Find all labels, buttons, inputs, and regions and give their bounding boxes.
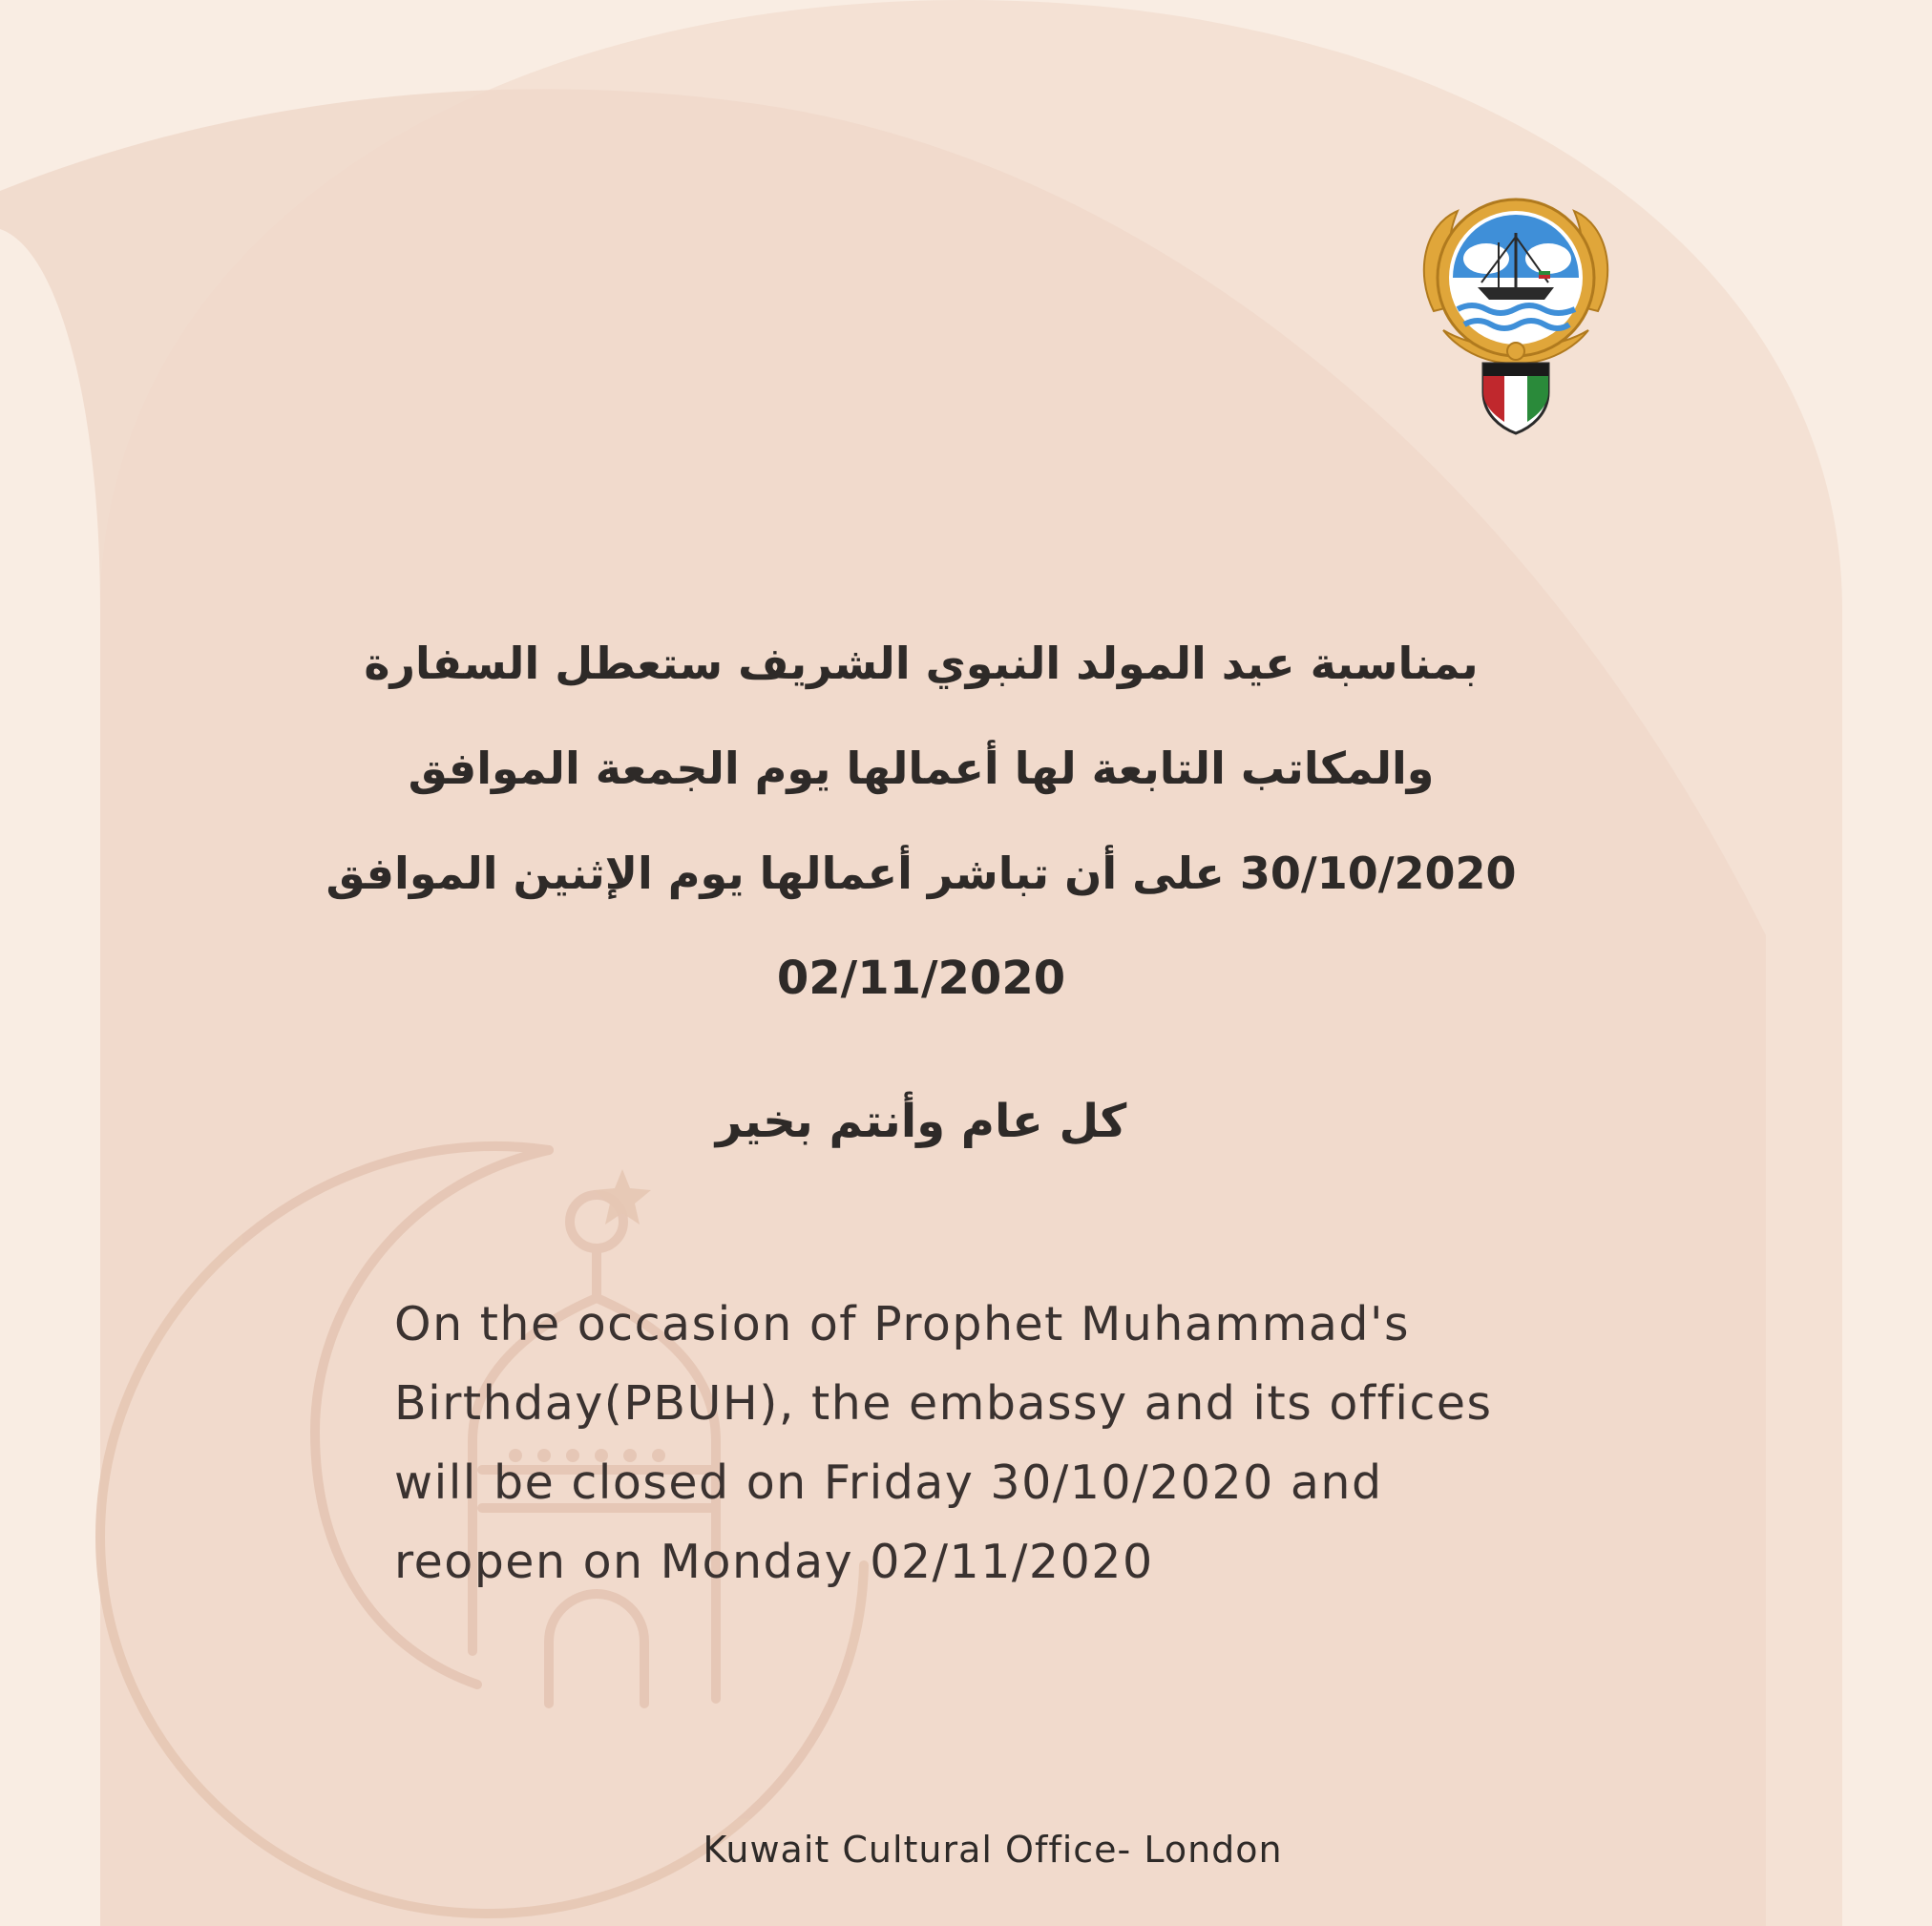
arabic-line-3: 30/10/2020 على أن تباشر أعمالها يوم الإثنين الموافق (326, 848, 1517, 899)
arabic-line-1: بمناسبة عيد المولد النبوي الشريف ستعطل السفارة (364, 638, 1479, 689)
english-announcement (394, 1285, 1540, 1602)
arabic-announcement (239, 611, 1604, 1031)
arabic-line-2: والمكاتب التابعة لها أعمالها يوم الجمعة الموافق (408, 743, 1435, 794)
footer-office-name: Kuwait Cultural Office- London (703, 1829, 1283, 1871)
english-line-4: reopen on Monday 02/11/2020 (394, 1535, 1154, 1589)
english-line-1: On the occasion of Prophet Muhammad's (394, 1297, 1410, 1351)
english-line-2: Birthday(PBUH), the embassy and its offices (394, 1376, 1493, 1431)
arabic-greeting: كل عام وأنتم بخير (715, 1095, 1127, 1148)
arabic-reopen-date: 02/11/2020 (776, 952, 1066, 1005)
english-line-3: will be closed on Friday 30/10/2020 and (394, 1455, 1383, 1510)
kuwait-coat-of-arms-icon (1405, 187, 1627, 435)
